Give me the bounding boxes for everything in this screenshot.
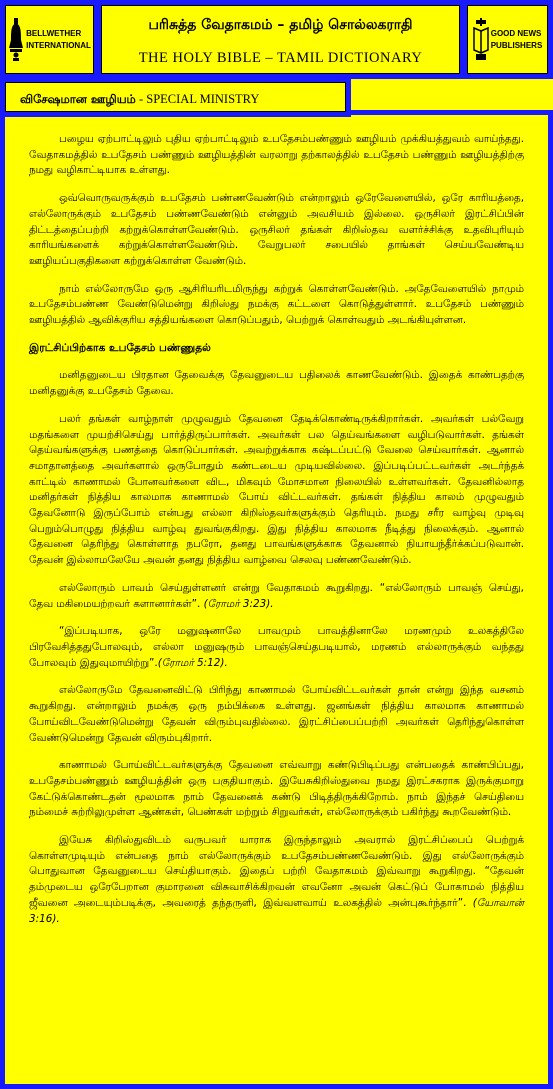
section-title-english: SPECIAL MINISTRY [146, 92, 260, 106]
paragraph-6-text: எல்லோரும் பாவம் செய்துள்ளனர் என்று வேதாகமம் கூறுகிறது. “எல்லோரும் பாவஞ் செய்து, தேவ மகிமையற்றவர் களானார்கள்”. [29, 581, 524, 610]
scripture-reference: (ரோமர் 3:23). [200, 597, 274, 610]
paragraph-8: எல்லோருமே தேவனைவிட்டு பிரிந்து காணாமல் போய்விட்டவர்கள் தான் என்று இந்த வசனம் கூறுகிறது. என்றாலும் நமக்கு ஒரு நம்பிக்கை உள்ளது. ஜனங்கள் நித்திய காலமாக காணாமல் போய்விடவேண்டுமென்று தேவன் விரும்புவதில்லை. இரட்சிப்பைப்பற்றி அவர்கள் தெரிந்துகொள்ள வேண்டுமென்று தேவன் விரும்புகிறார். [29, 684, 524, 744]
section-title [20, 92, 259, 108]
paragraph-1: பழைய ஏற்பாட்டிலும் புதிய ஏற்பாட்டிலும் உபதேசம்பண்ணும் ஊழியம் முக்கியத்துவம் வாய்ந்தது. வேதாகமத்தில் உபதேசம் பண்ணும் ஊழியத்தின் வரலாறு தற்காலத்தில் உபதேசம் பண்ணும் ஊழியத்திற்கு நமது வழிகாட்டியாக உள்ளது. [29, 133, 524, 177]
tamil-title: பரிசுத்த வேதாகமம் – தமிழ் சொல்லகராதி [148, 17, 413, 33]
scripture-reference: (யோவான் 3:16). [29, 896, 524, 925]
paragraph-4: மனிதனுடைய பிரதான தேவைக்கு தேவனுடைய பதிலைக் காணவேண்டும். இதைக் காண்பதற்கு மனிதனுக்கு உபதேசம் தேவை. [29, 369, 524, 398]
paragraph-7 [29, 624, 524, 671]
bellwether-logo-box [0, 0, 99, 79]
paragraph-3: நாம் எல்லோருமே ஒரு ஆசிரியரிடமிருந்து கற்றுக் கொள்ளவேண்டும். அதேவேளையில் நாமும் உபதேசம்பண்ண வேண்டுமென்று கிறிஸ்து நமக்கு கட்டளை கொடுத்துள்ளார். உபதேசம் பண்ணும் ஊழியத்தில் ஆவிக்குரிய சத்தியங்களை கொடுப்பதும், பெற்றுக் கொள்வதும் அடங்கியுள்ளன. [29, 282, 524, 327]
good-news-logo-box [462, 0, 553, 79]
section-title-tamil: விசேஷமான ஊழியம் [20, 92, 136, 106]
subheading-salvation: இரட்சிப்பிற்காக உபதேசம் பண்ணுதல் [29, 341, 211, 354]
bellwether-logo-line1: BELLWETHER [26, 28, 82, 38]
english-title: THE HOLY BIBLE – TAMIL DICTIONARY [138, 50, 423, 66]
paragraph-7-text: “இப்படியாக, ஒரே மனுஷனாலே பாவமும் பாவத்தினாலே மரணமும் உலகத்திலே பிரவேசித்ததுபோலவும், எல்லா மனுஷரும் பாவஞ்செய்தபடியால், மரணம் எல்லாருக்கும் வந்தது போலவும் இதுவுமாயிற்று”. [29, 625, 524, 669]
bell-icon [8, 18, 24, 62]
bellwether-logo-line2: INTERNATIONAL [26, 40, 91, 50]
good-news-logo-line2: PUBLISHERS [490, 40, 543, 50]
paragraph-5: பலர் தங்கள் வாழ்நாள் முழுவதும் தேவனை தேடிக்கொண்டிருக்கிறார்கள். அவர்கள் பல்வேறு மதங்களை முயற்சிசெய்து பார்த்திருப்பார்கள். அவர்கள் பல தெய்வங்களை வழிபடுவார்கள். தங்கள் தெய்வங்களுக்கு பணத்தை கொடுப்பார்கள். அவற்றுக்காக கஷ்டப்பட்டு வேலை செய்வார்கள். ஆனால் சமாதானத்தை அவர்களால் ஒருபோதும் கண்டடைய முடியவில்லை. இப்படிப்பட்டவர்கள் அடர்ந்தக் காட்டில் காணாமல் போனவர்களை விட, மிகவும் மோசமான நிலையில் உள்ளவர்கள். தேவனில்லாத மனிதர்கள் நித்திய காலமாக காணாமல் போய் விட்டவர்கள். தங்கள் நித்திய காலம் முழுவதும் தேவனோடு இருப்போம் என்பது எல்லா கிறிஸ்தவர்களுக்கும் தெரியும். நமது சரீர வாழ்வு முடிவு பெறும்பொழுது நித்திய வாழ்வு துவங்குகிறது. இது நித்திய காலமாக நீடித்து நிலைக்கும். ஆனால் தேவனை தெரிந்து கொள்ளாத நபரோ, தனது பாவங்களுக்காக தேவனால் நியாயந்தீர்க்கப்படுவான். தேவன் இல்லாமலேயே அவன் தனது நித்திய வாழ்வை செலவு பண்ணவேண்டும். [29, 412, 524, 567]
paragraph-9: காணாமல் போய்விட்டவர்களுக்கு தேவனை எவ்வாறு கண்டுபிடிப்பது என்பதைக் காண்பிப்பது, உபதேசம்பண்ணும் ஊழியத்தின் ஒரு பகுதியாகும். இயேசுகிறிஸ்துவை நமது இரட்சகராக இருக்குமாறு கேட்டுக்கொண்டதன் மூலமாக நாம் தேவனைக் கண்டு பிடித்திருக்கிறோம். நாம் இந்தச் செய்தியை நம்மைச் சுற்றிலுமுள்ள ஆண்கள், பெண்கள் மற்றும் சிறுவர்கள், எல்லோருக்கும் பகிர்ந்து கூறவேண்டும். [29, 759, 524, 819]
section-inner-frame [5, 82, 346, 112]
content-frame [0, 110, 553, 1089]
title-box [96, 0, 465, 79]
section-title-box [0, 77, 351, 117]
paragraph-6 [29, 581, 524, 612]
scripture-reference: (ரோமர் 5:12). [157, 656, 228, 669]
paragraph-10 [29, 833, 524, 927]
title-inner-frame [101, 5, 460, 74]
paragraph-2: ஒவ்வொருவருக்கும் உபதேசம் பண்ணவேண்டும் என்றாலும் ஒரேவேளையில், ஒரே காரியத்தை, எல்லோருக்கும் உபதேசம் பண்ணவேண்டும் என்னும் அவசியம் இல்லை. ஒருசிலர் இரட்சிப்பின் திட்டத்தைப்பற்றி கற்றுக்கொள்ளவேண்டும். ஒருசிலர் தங்கள் கிறிஸ்தவ வளர்ச்சிக்கு உதவிபுரியும் காரியங்களைக் கற்றுக்கொள்ளவேண்டும். வேறுபலர் சபையில் தாங்கள் செய்யவேண்டிய ஊழியப்பகுதிகளை கற்றுக்கொள்ள வேண்டும். [29, 192, 524, 267]
paragraph-10-text: இயேசு கிறிஸ்துவிடம் வருபவர் யாராக இருந்தாலும் அவரால் இரட்சிப்பைப் பெற்றுக் கொள்ளமுடியும் என்பதை நாம் எல்லோருக்கும் உபதேசம்பண்ணவேண்டும். இது எல்லோருக்கும் பொதுவான தேவனுடைய செய்தியாகும். இதைப் பற்றி வேதாகமம் இவ்வாறு கூறுகிறது. “தேவன் தம்முடைய ஒரேபேறான குமாரனை விசுவாசிக்கிறவன் எவனோ அவன் கெட்டுப் போகாமல் நித்திய ஜீவனை அடையும்படிக்கு, அவரைத் தந்தருளி, இவ்வளவாய் உலகத்தில் அன்புகூர்ந்தார்”. [29, 834, 524, 909]
section-title-separator: - [135, 92, 147, 106]
article-body [29, 132, 524, 939]
logo-inner-frame [467, 5, 548, 74]
good-news-logo-line1: GOOD NEWS [490, 28, 542, 38]
open-book-icon [473, 18, 489, 62]
logo-inner-frame [5, 5, 94, 74]
